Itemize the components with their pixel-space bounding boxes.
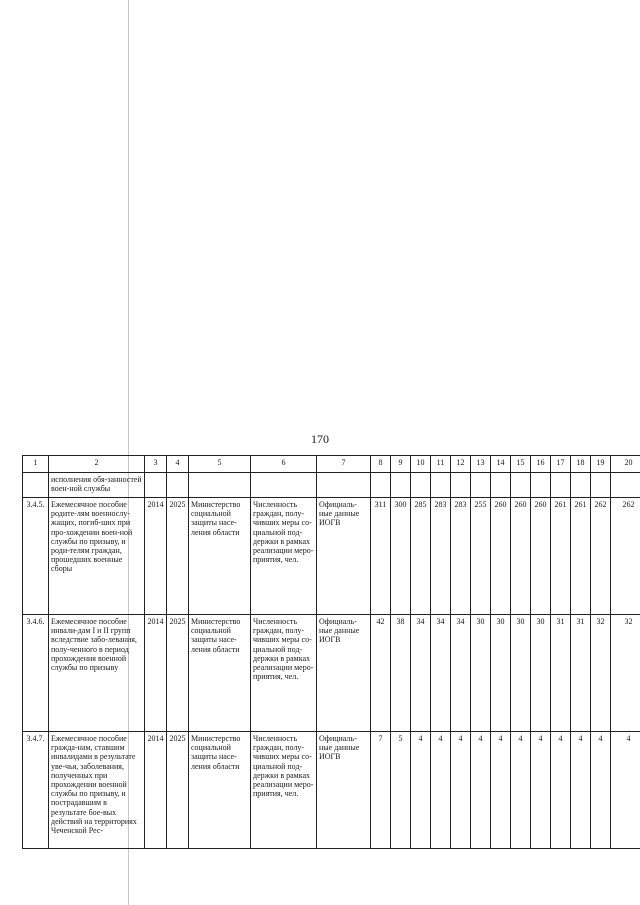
start-year: 2014 bbox=[145, 732, 167, 849]
end-year: 2025 bbox=[167, 615, 189, 732]
row-id: 3.4.7. bbox=[23, 732, 49, 849]
table-cell bbox=[411, 473, 431, 498]
column-number-1: 1 bbox=[23, 456, 49, 473]
table-cell bbox=[591, 473, 611, 498]
table-cell bbox=[23, 473, 49, 498]
column-number-18: 18 bbox=[571, 456, 591, 473]
table-cell bbox=[371, 473, 391, 498]
table-cell bbox=[611, 473, 640, 498]
indicator-value: 4 bbox=[531, 732, 551, 849]
column-number-4: 4 bbox=[167, 456, 189, 473]
indicator-value: 260 bbox=[491, 498, 511, 615]
table-row bbox=[23, 732, 640, 849]
executor: Министерство социальной защиты насе-ления области bbox=[189, 498, 251, 615]
table-cell bbox=[571, 473, 591, 498]
indicator-value: 260 bbox=[531, 498, 551, 615]
end-year: 2025 bbox=[167, 732, 189, 849]
column-number-16: 16 bbox=[531, 456, 551, 473]
indicator-value: 34 bbox=[411, 615, 431, 732]
measure-description: Ежемесячное пособие инвали-дам I и II групп вследствие забо-левания, полу-ченного в период прохождения военной службы по призыву bbox=[49, 615, 145, 732]
column-number-7: 7 bbox=[317, 456, 371, 473]
measure-description: Ежемесячное пособие гражда-нам, ставшим инвалидами в результате уве-чья, заболевания, полученных при прохождении военной службы по призыву, и пострадавшим в результате бое-вых действий на территориях Чеченской Рес- bbox=[49, 732, 145, 849]
table-cell bbox=[471, 473, 491, 498]
indicator-value: 4 bbox=[491, 732, 511, 849]
data-source: Официаль-ные данные ИОГВ bbox=[317, 498, 371, 615]
start-year: 2014 bbox=[145, 615, 167, 732]
indicator-value: 4 bbox=[571, 732, 591, 849]
column-number-row bbox=[23, 456, 640, 473]
table-cell bbox=[451, 473, 471, 498]
indicator-value: 261 bbox=[551, 498, 571, 615]
table-cell bbox=[511, 473, 531, 498]
indicator-value: 30 bbox=[531, 615, 551, 732]
column-number-12: 12 bbox=[451, 456, 471, 473]
indicator-value: 262 bbox=[591, 498, 611, 615]
indicator-value: 261 bbox=[571, 498, 591, 615]
indicator-value: 4 bbox=[471, 732, 491, 849]
indicator-value: 5 bbox=[391, 732, 411, 849]
table-cell bbox=[391, 473, 411, 498]
indicator-value: 4 bbox=[611, 732, 640, 849]
column-number-17: 17 bbox=[551, 456, 571, 473]
column-number-8: 8 bbox=[371, 456, 391, 473]
data-source: Официаль-ные данные ИОГВ bbox=[317, 732, 371, 849]
indicator-value: 4 bbox=[591, 732, 611, 849]
indicator-value: 300 bbox=[391, 498, 411, 615]
table-row bbox=[23, 498, 640, 615]
indicator-value: 4 bbox=[451, 732, 471, 849]
column-number-5: 5 bbox=[189, 456, 251, 473]
indicator-value: 311 bbox=[371, 498, 391, 615]
indicator-value: 34 bbox=[451, 615, 471, 732]
table-row bbox=[23, 615, 640, 732]
end-year: 2025 bbox=[167, 498, 189, 615]
indicator-name: Численность граждан, полу-чивших меры со-циальной под-держки в рамках реализации меро-приятия, чел. bbox=[251, 498, 317, 615]
table-cell bbox=[531, 473, 551, 498]
indicator-value: 4 bbox=[431, 732, 451, 849]
indicator-value: 285 bbox=[411, 498, 431, 615]
column-number-11: 11 bbox=[431, 456, 451, 473]
indicator-value: 283 bbox=[451, 498, 471, 615]
column-number-2: 2 bbox=[49, 456, 145, 473]
continuation-text: исполнения обя-занностей воен-ной службы bbox=[49, 473, 145, 498]
column-number-3: 3 bbox=[145, 456, 167, 473]
indicator-value: 31 bbox=[551, 615, 571, 732]
indicator-name: Численность граждан, полу-чивших меры со-циальной под-держки в рамках реализации меро-приятия, чел. bbox=[251, 615, 317, 732]
indicator-value: 4 bbox=[511, 732, 531, 849]
indicator-value: 30 bbox=[491, 615, 511, 732]
executor: Министерство социальной защиты насе-ления области bbox=[189, 615, 251, 732]
page-number: 170 bbox=[311, 432, 329, 446]
column-number-10: 10 bbox=[411, 456, 431, 473]
indicator-name: Численность граждан, полу-чивших меры со-циальной под-держки в рамках реализации меро-приятия, чел. bbox=[251, 732, 317, 849]
measure-description: Ежемесячное пособие родите-лям военнослу-жащих, погиб-ших при про-хождении воен-ной службы по призыву, и роди-телям граждан, прошедших военные сборы bbox=[49, 498, 145, 615]
indicator-value: 4 bbox=[551, 732, 571, 849]
indicator-value: 31 bbox=[571, 615, 591, 732]
row-id: 3.4.5. bbox=[23, 498, 49, 615]
column-number-14: 14 bbox=[491, 456, 511, 473]
indicator-value: 30 bbox=[511, 615, 531, 732]
table-cell bbox=[431, 473, 451, 498]
row-id: 3.4.6. bbox=[23, 615, 49, 732]
indicator-value: 255 bbox=[471, 498, 491, 615]
table-cell bbox=[167, 473, 189, 498]
indicator-value: 38 bbox=[391, 615, 411, 732]
table-cell bbox=[551, 473, 571, 498]
report-sheet bbox=[22, 455, 635, 849]
start-year: 2014 bbox=[145, 498, 167, 615]
column-number-15: 15 bbox=[511, 456, 531, 473]
table-cell bbox=[145, 473, 167, 498]
indicator-value: 32 bbox=[611, 615, 640, 732]
indicator-value: 283 bbox=[431, 498, 451, 615]
table-cell bbox=[491, 473, 511, 498]
column-number-9: 9 bbox=[391, 456, 411, 473]
table-cell bbox=[317, 473, 371, 498]
indicator-value: 30 bbox=[471, 615, 491, 732]
table-cell bbox=[189, 473, 251, 498]
table-cell bbox=[251, 473, 317, 498]
executor: Министерство социальной защиты насе-ления области bbox=[189, 732, 251, 849]
continuation-row bbox=[23, 473, 640, 498]
column-number-6: 6 bbox=[251, 456, 317, 473]
data-source: Официаль-ные данные ИОГВ bbox=[317, 615, 371, 732]
indicator-value: 34 bbox=[431, 615, 451, 732]
indicator-value: 262 bbox=[611, 498, 640, 615]
column-number-13: 13 bbox=[471, 456, 491, 473]
indicator-value: 7 bbox=[371, 732, 391, 849]
indicator-value: 32 bbox=[591, 615, 611, 732]
column-number-19: 19 bbox=[591, 456, 611, 473]
indicator-value: 42 bbox=[371, 615, 391, 732]
indicator-value: 260 bbox=[511, 498, 531, 615]
column-number-20: 20 bbox=[611, 456, 640, 473]
indicator-table bbox=[22, 455, 640, 849]
indicator-value: 4 bbox=[411, 732, 431, 849]
